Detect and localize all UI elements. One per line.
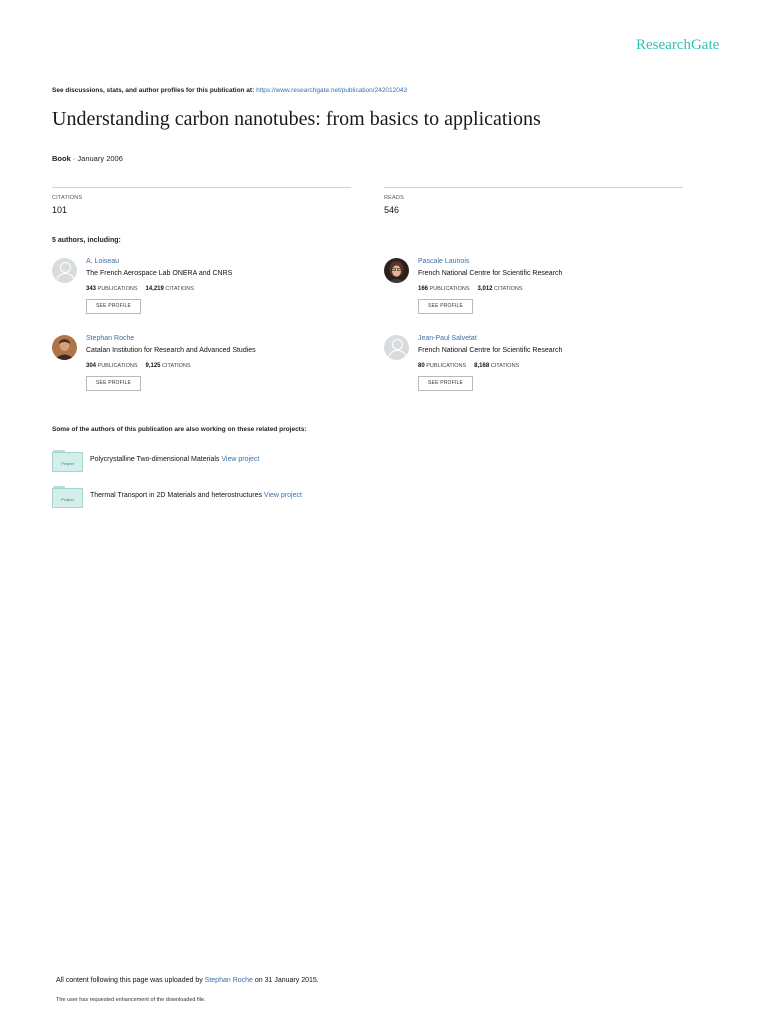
citations-value: 101: [52, 205, 68, 215]
publication-date: January 2006: [77, 154, 123, 163]
author-photo[interactable]: [384, 258, 409, 283]
citations-stat: [52, 187, 351, 215]
citations-count: 14,219: [145, 286, 164, 292]
project-folder-label: Project: [61, 461, 74, 466]
citations-label: CITATIONS: [162, 363, 191, 369]
upload-prefix: All content following this page was uploaded by: [56, 977, 203, 984]
author-stats: [86, 363, 191, 369]
citations-label: CITATIONS: [494, 286, 523, 292]
author-name-link[interactable]: A. Loiseau: [86, 258, 120, 265]
author-institution: Catalan Institution for Research and Advanced Studies: [86, 347, 256, 354]
publications-label: PUBLICATIONS: [97, 363, 138, 369]
see-profile-button[interactable]: SEE PROFILE: [86, 376, 141, 391]
avatar-placeholder-icon[interactable]: [384, 335, 409, 360]
publication-title: Understanding carbon nanotubes: from basics to applications: [52, 108, 541, 130]
citations-count: 8,168: [474, 363, 490, 369]
publication-url-link[interactable]: https://www.researchgate.net/publication/242012043: [256, 87, 408, 94]
reads-label: READS: [384, 195, 404, 201]
project-item: [52, 486, 452, 512]
see-profile-button[interactable]: SEE PROFILE: [418, 376, 473, 391]
author-photo[interactable]: [52, 335, 77, 360]
author-institution: French National Centre for Scientific Research: [418, 347, 563, 354]
author-card-pascale-launois: [384, 258, 684, 322]
projects-heading: Some of the authors of this publication are also working on these related projects:: [52, 426, 307, 433]
reads-stat: [384, 187, 683, 215]
project-title: Thermal Transport in 2D Materials and heterostructures: [90, 492, 262, 499]
project-folder-icon: [52, 450, 83, 472]
see-profile-button[interactable]: SEE PROFILE: [418, 299, 473, 314]
see-profile-button[interactable]: SEE PROFILE: [86, 299, 141, 314]
authors-heading: 5 authors, including:: [52, 237, 121, 244]
project-item: [52, 450, 452, 476]
publications-count: 166: [418, 286, 429, 292]
publication-meta: [52, 154, 123, 163]
author-institution: The French Aerospace Lab ONERA and CNRS: [86, 270, 233, 277]
discussion-text: See discussions, stats, and author profiles for this publication at:: [52, 87, 255, 94]
discussion-line: [52, 87, 407, 94]
upload-suffix: on 31 January 2015.: [254, 977, 319, 984]
meta-separator: ·: [70, 154, 78, 163]
publications-count: 304: [86, 363, 97, 369]
publication-type: Book: [52, 154, 71, 163]
project-folder-icon: [52, 486, 83, 508]
author-name-link[interactable]: Stephan Roche: [86, 335, 135, 342]
view-project-link[interactable]: View project: [221, 456, 260, 463]
citations-count: 3,012: [477, 286, 493, 292]
enhancement-note: The user has requested enhancement of the downloaded file.: [56, 997, 206, 1003]
avatar-placeholder-icon[interactable]: [52, 258, 77, 283]
publications-count: 343: [86, 286, 97, 292]
researchgate-logo[interactable]: ResearchGate: [636, 37, 720, 53]
author-card-a-loiseau: [52, 258, 352, 322]
project-text: [90, 492, 302, 499]
citations-label: CITATIONS: [165, 286, 194, 292]
project-title: Polycrystalline Two-dimensional Materials: [90, 456, 220, 463]
citations-label: CITATIONS: [490, 363, 520, 369]
author-stats: [418, 286, 523, 292]
author-stats: [418, 363, 519, 369]
uploader-link[interactable]: Stephan Roche: [204, 977, 253, 984]
citations-count: 9,125: [145, 363, 161, 369]
upload-note: [56, 977, 319, 984]
author-card-stephan-roche: [52, 335, 352, 399]
author-name-link[interactable]: Jean-Paul Salvetat: [418, 335, 477, 342]
publications-label: PUBLICATIONS: [97, 286, 138, 292]
project-folder-label: Project: [61, 497, 74, 502]
author-name-link[interactable]: Pascale Launois: [418, 258, 470, 265]
author-card-jean-paul-salvetat: [384, 335, 684, 399]
author-stats: [86, 286, 194, 292]
project-text: [90, 456, 259, 463]
view-project-link[interactable]: View project: [263, 492, 302, 499]
publications-label: PUBLICATIONS: [429, 286, 470, 292]
reads-value: 546: [384, 205, 400, 215]
citations-label: CITATIONS: [52, 195, 83, 201]
author-institution: French National Centre for Scientific Research: [418, 270, 563, 277]
publications-label: PUBLICATIONS: [426, 363, 467, 369]
publications-count: 80: [418, 363, 425, 369]
